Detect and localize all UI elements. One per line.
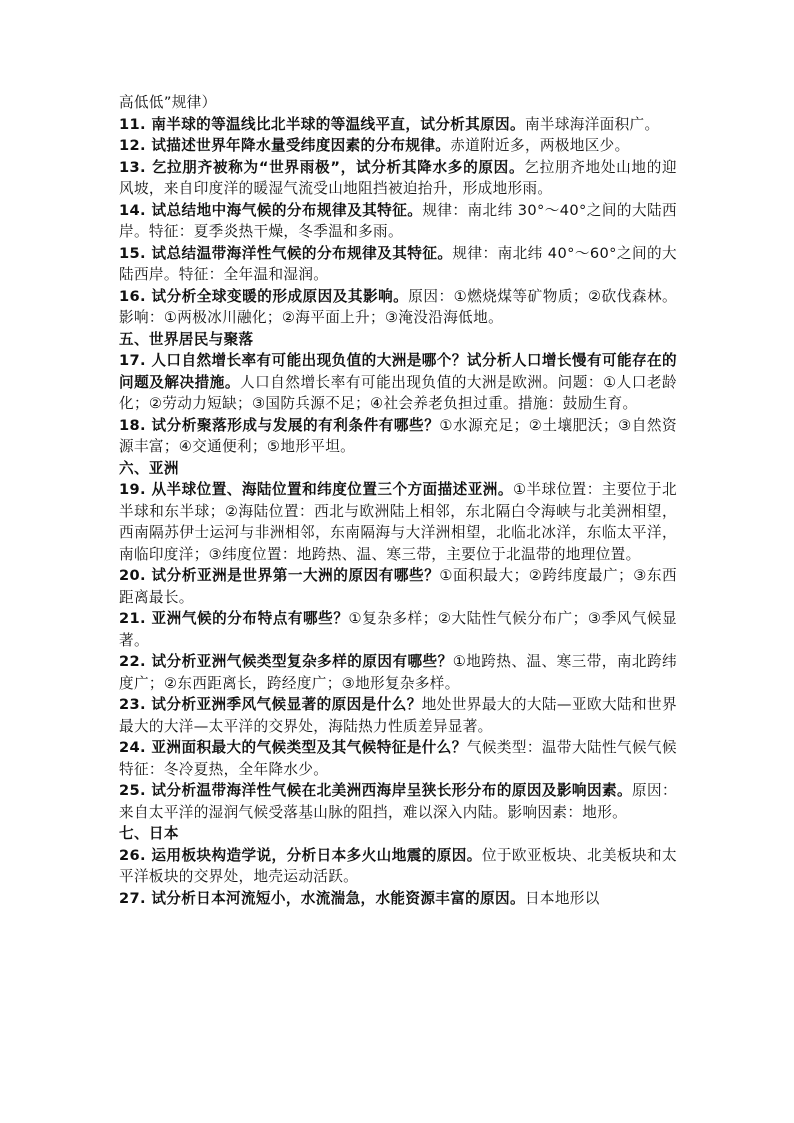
paragraph-18 — [119, 415, 677, 458]
section-heading: 六、亚洲 — [119, 459, 179, 477]
paragraph-22 — [119, 651, 677, 694]
answer-text: 日本地形以 — [524, 889, 600, 907]
paragraph-11 — [119, 114, 677, 136]
question-text: 25. 试分析温带海洋性气候在北美洲西海岸呈狭长形分布的原因及影响因素。 — [119, 782, 632, 799]
question-text: 20. 试分析亚洲是世界第一大洲的原因有哪些？ — [119, 567, 440, 584]
answer-text: ①半球位置：主要位于北半球和东半球；②海陆位置：西北与欧洲陆上相邻，东北隔白令海峡与北美洲相望，西南隔苏伊士运河与非洲相邻，东南隔海与大洋洲相望，北临北冰洋，东临太平洋，南临印度洋；③纬度位置：地跨热、温、寒三带，主要位于北温带的地理位置。 — [119, 481, 677, 563]
paragraph-17 — [119, 350, 677, 415]
paragraph-12 — [119, 135, 677, 157]
paragraph-23 — [119, 694, 677, 737]
paragraph-25 — [119, 780, 677, 823]
answer-text: 地处世界最大的大陆—亚欧大陆和世界最大的大洋—太平洋的交界处，海陆热力性质差异显著。 — [119, 696, 677, 735]
question-text: 27. 试分析日本河流短小，水流湍急，水能资源丰富的原因。 — [119, 889, 525, 907]
paragraph-20 — [119, 565, 677, 608]
question-text: 14. 试总结地中海气候的分布规律及其特征。 — [119, 201, 423, 219]
paragraph-13 — [119, 157, 677, 200]
question-text: 24. 亚洲面积最大的气候类型及其气候特征是什么？ — [119, 739, 467, 756]
question-text: 21. 亚洲气候的分布特点有哪些？ — [119, 610, 349, 627]
paragraph-21 — [119, 608, 677, 651]
question-text: 23. 试分析亚洲季风气候显著的原因是什么？ — [119, 696, 422, 713]
answer-text: 气候类型：温带大陆性气候气候特征：冬冷夏热，全年降水少。 — [119, 739, 678, 778]
paragraph-24 — [119, 737, 677, 780]
answer-text: 南半球海洋面积广。 — [524, 115, 660, 133]
question-text: 12. 试描述世界年降水量受纬度因素的分布规律。 — [119, 137, 451, 154]
question-text: 26. 运用板块构造学说，分析日本多火山地震的原因。 — [119, 846, 482, 864]
answer-text: ①面积最大；②跨纬度最广；③东西距离最长。 — [119, 567, 677, 606]
paragraph-0 — [119, 92, 677, 114]
answer-text: 赤道附近多，两极地区少。 — [450, 137, 630, 154]
question-text: 18. 试分析聚落形成与发展的有利条件有哪些？ — [119, 416, 440, 434]
answer-text: 位于欧亚板块、北美板块和太平洋板块的交界处，地壳运动活跃。 — [119, 846, 677, 885]
answer-text: 人口自然增长率有可能出现负值的大洲是欧洲。问题：①人口老龄化；②劳动力短缺；③国防兵源不足；④社会养老负担过重。措施：鼓励生育。 — [119, 373, 677, 412]
paragraph-15 — [119, 243, 677, 286]
section-heading: 五、世界居民与聚落 — [119, 330, 254, 348]
answer-text: 规律：南北纬 30°～40°之间的大陆西岸。特征：夏季炎热干燥，冬季温和多雨。 — [119, 201, 677, 240]
question-text: 11. 南半球的等温线比北半球的等温线平直，试分析其原因。 — [119, 115, 525, 133]
paragraph-26 — [119, 845, 677, 888]
answer-text: 原因：来自太平洋的湿润气候受落基山脉的阻挡，难以深入内陆。影响因素：地形。 — [119, 782, 677, 821]
answer-text: 乞拉朋齐地处山地的迎风坡，来自印度洋的暖湿气流受山地阻挡被迫抬升，形成地形雨。 — [119, 158, 677, 197]
question-text: 13. 乞拉朋齐被称为“世界雨极”，试分析其降水多的原因。 — [119, 158, 525, 176]
paragraph-14 — [119, 200, 677, 243]
paragraph-19 — [119, 479, 677, 565]
answer-text: ①复杂多样；②大陆性气候分布广；③季风气候显著。 — [119, 610, 677, 649]
answer-text: 高低低”规律） — [119, 94, 217, 111]
section-heading: 七、日本 — [119, 825, 179, 842]
paragraph-27 — [119, 888, 677, 910]
answer-text: 原因：①燃烧煤等矿物质；②砍伐森林。影响：①两极冰川融化；②海平面上升；③淹没沿海低地。 — [119, 287, 677, 326]
question-text: 22. 试分析亚洲气候类型复杂多样的原因有哪些？ — [119, 653, 453, 670]
question-text: 15. 试总结温带海洋性气候的分布规律及其特征。 — [119, 244, 453, 262]
answer-text: ①地跨热、温、寒三带，南北跨纬度广；②东西距离长，跨经度广；③地形复杂多样。 — [119, 653, 677, 692]
question-text: 17. 人口自然增长率有可能出现负值的大洲是哪个？试分析人口增长慢有可能存在的问题及解决措施。 — [119, 352, 677, 391]
paragraph-16 — [119, 286, 677, 329]
answer-text: ①水源充足；②土壤肥沃；③自然资源丰富；④交通便利；⑤地形平坦。 — [119, 416, 677, 455]
question-text: 19. 从半球位置、海陆位置和纬度位置三个方面描述亚洲。 — [119, 481, 513, 498]
answer-text: 规律：南北纬 40°～60°之间的大陆西岸。特征：全年温和湿润。 — [119, 244, 677, 283]
document-page — [119, 92, 677, 909]
question-text: 16. 试分析全球变暖的形成原因及其影响。 — [119, 287, 409, 305]
